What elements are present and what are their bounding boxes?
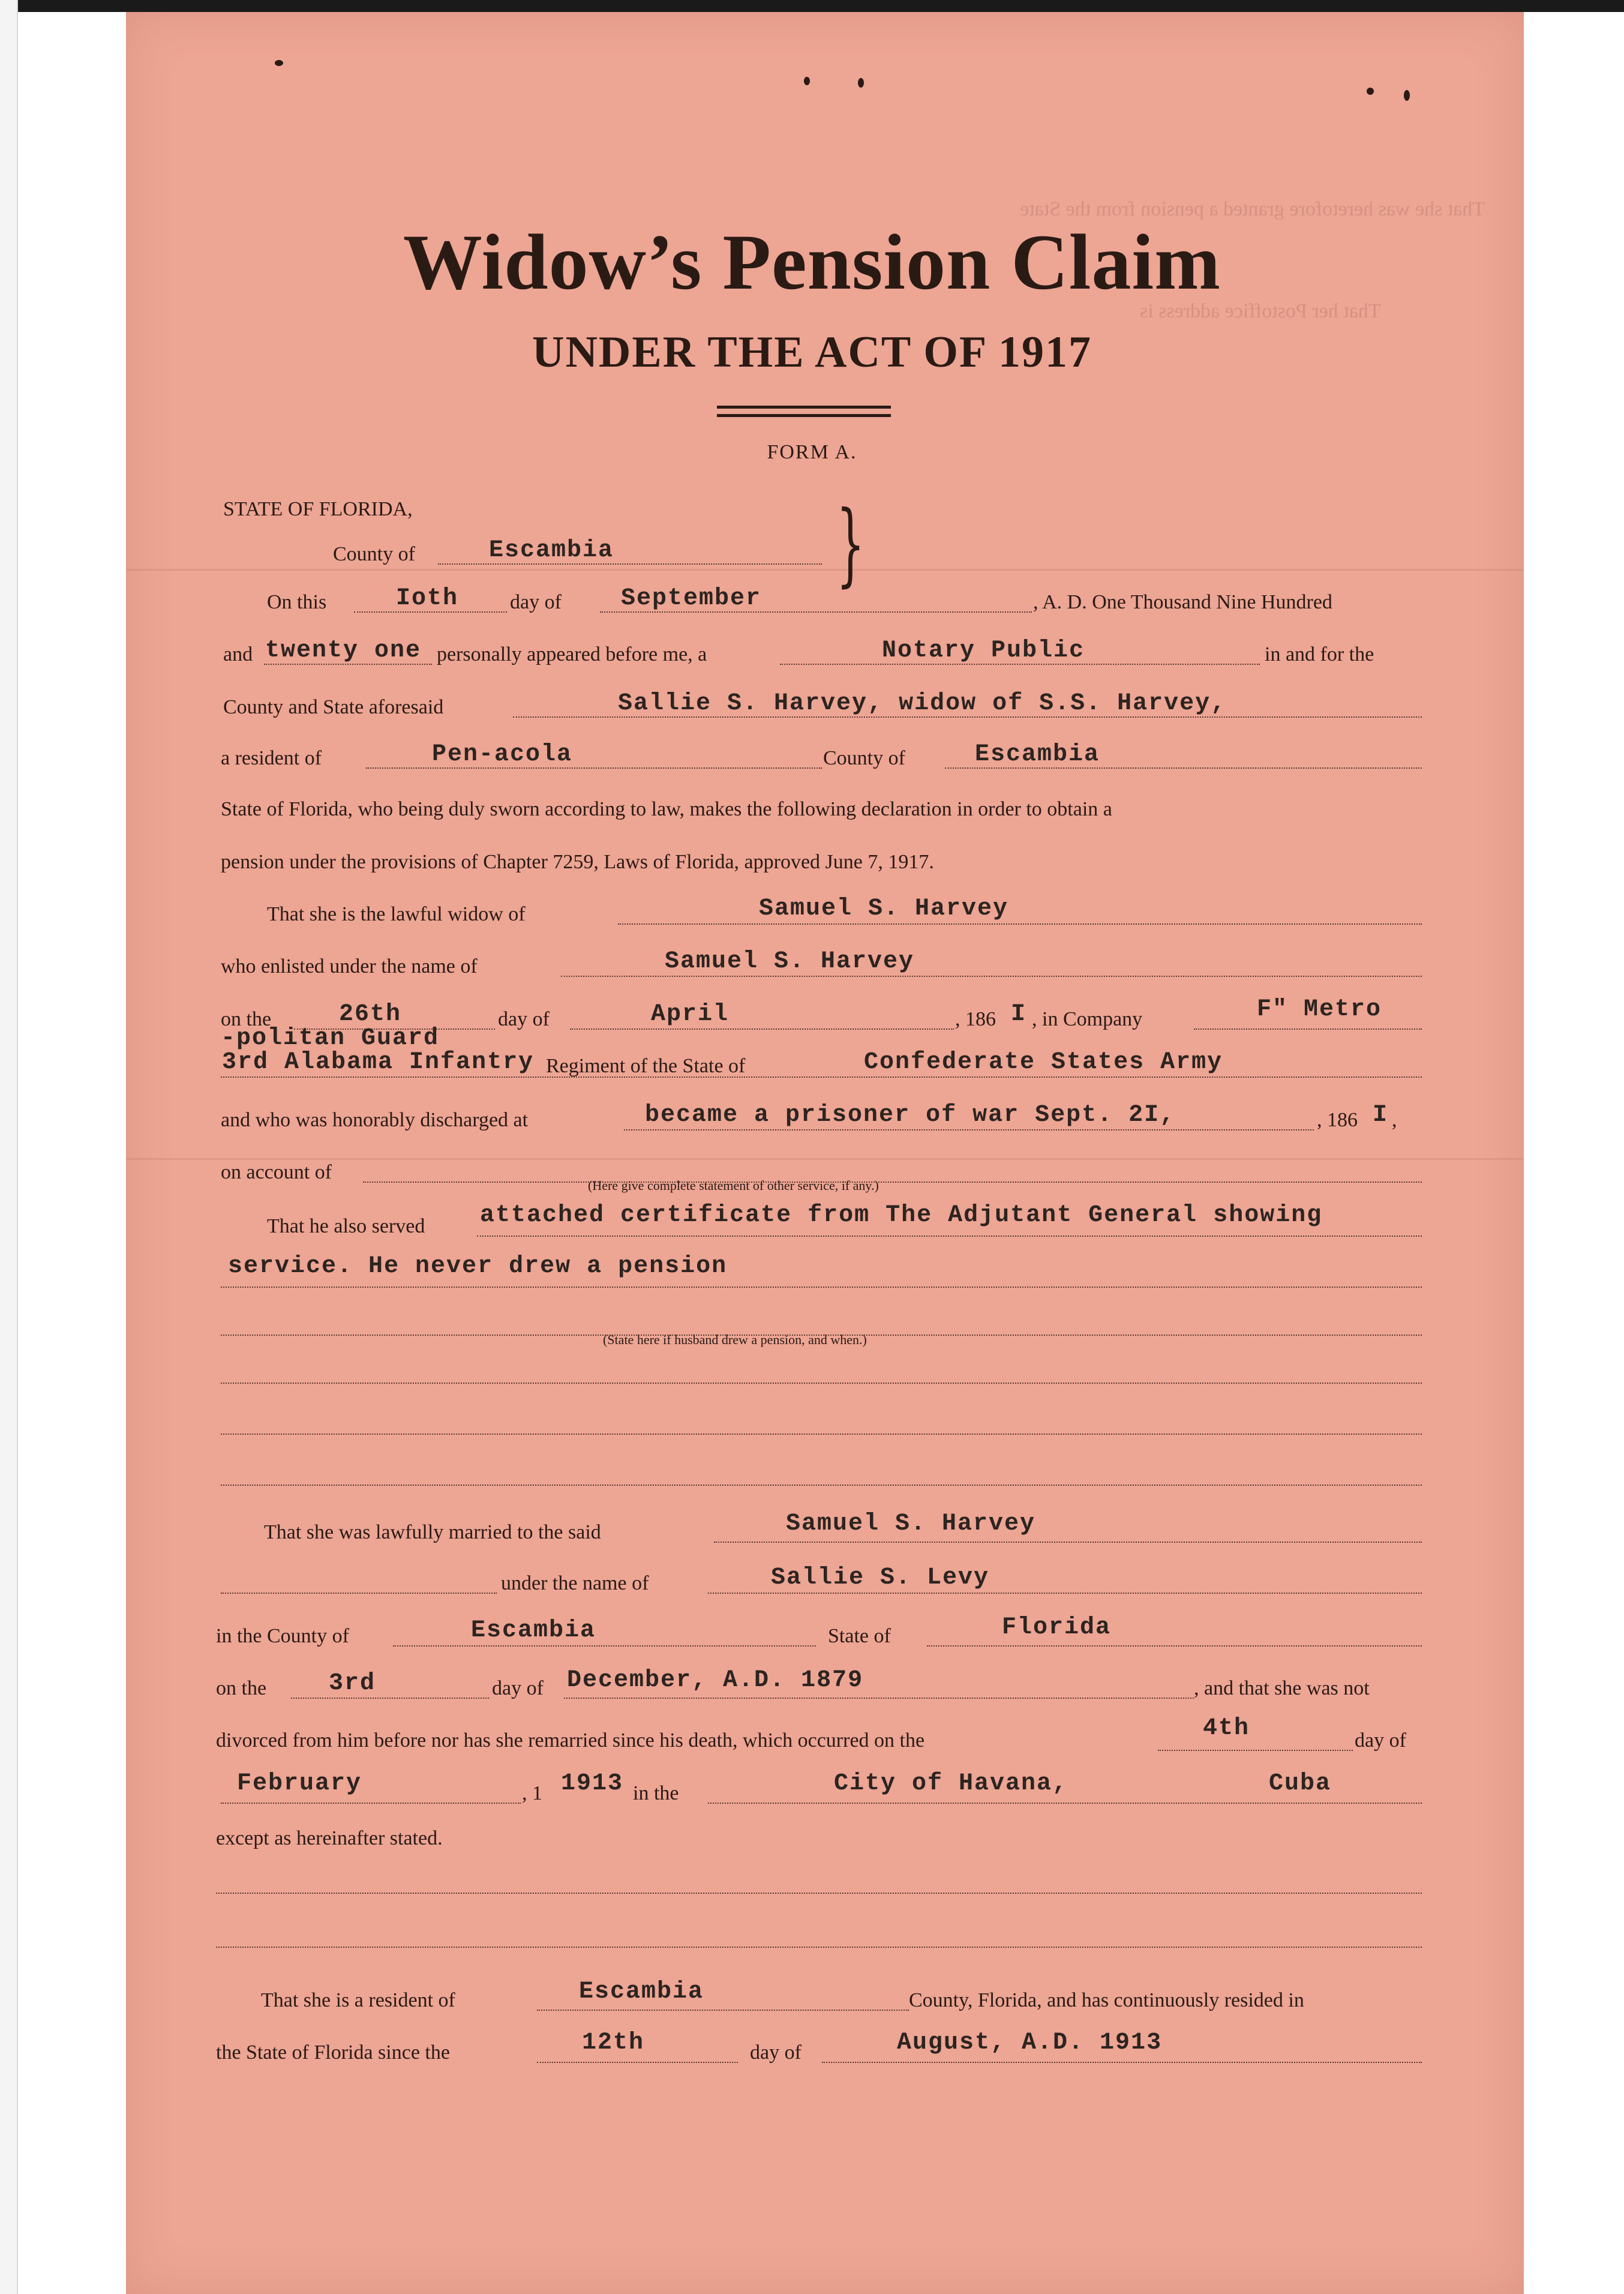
and-label: and: [223, 643, 253, 665]
served-value-2[interactable]: service. He never drew a pension: [228, 1253, 728, 1280]
claimant-value[interactable]: Sallie S. Harvey, widow of S.S. Harvey,: [618, 690, 1227, 717]
brace-symbol: }: [836, 492, 865, 596]
on-the-label: on the: [221, 1008, 272, 1030]
on-the-label: on the: [216, 1677, 267, 1699]
divorced-text: divorced from him before nor has she remarried since his death, which occurred on the: [216, 1729, 925, 1752]
scan-top-border: [0, 0, 1624, 12]
married-to-label: That she was lawfully married to the said: [264, 1521, 601, 1543]
comma-text: ,: [1392, 1109, 1397, 1131]
in-the-label: in the: [633, 1782, 679, 1804]
other-service-note: (Here give complete statement of other service, if any.): [588, 1178, 879, 1193]
marriage-state-value[interactable]: Florida: [1002, 1614, 1112, 1641]
county-label: County of: [333, 543, 415, 565]
death-place-value[interactable]: City of Havana,: [834, 1770, 1068, 1797]
death-country-value[interactable]: Cuba: [1269, 1770, 1332, 1797]
company-value-cont[interactable]: -politan Guard: [221, 1025, 440, 1052]
bleed-through-text: That she was heretofore granted a pension from the State: [1020, 198, 1485, 220]
county-value[interactable]: Escambia: [489, 537, 614, 564]
declaration-line-1: State of Florida, who being duly sworn according to law, makes the following declaration in order to obtain a: [221, 798, 1112, 820]
regiment-value[interactable]: 3rd Alabama Infantry: [222, 1049, 535, 1076]
blank-line[interactable]: [221, 1458, 1422, 1486]
enlist-month-value[interactable]: April: [651, 1001, 730, 1028]
discharge-year-prefix: , 186: [1317, 1109, 1358, 1131]
husband-value[interactable]: Samuel S. Harvey: [759, 895, 1009, 922]
under-name-label: under the name of: [501, 1572, 649, 1594]
day-of-label: day of: [498, 1008, 550, 1030]
city-value[interactable]: Pen-acola: [432, 741, 573, 768]
title-rule: [717, 414, 891, 417]
company-value[interactable]: F" Metro: [1257, 996, 1382, 1023]
account-field-line[interactable]: [363, 1155, 1422, 1183]
regiment-label: Regiment of the State of: [546, 1055, 746, 1077]
death-month-value[interactable]: February: [237, 1770, 362, 1797]
maiden-value[interactable]: Sallie S. Levy: [771, 1564, 990, 1591]
enlist-day-value[interactable]: 26th: [339, 1001, 402, 1028]
not-divorced-text: , and that she was not: [1194, 1677, 1370, 1699]
in-county-label: in the County of: [216, 1625, 349, 1647]
paper-fold-line: [126, 569, 1524, 571]
day-of-label: day of: [510, 591, 562, 613]
ink-spot: [1367, 88, 1374, 95]
officer-value[interactable]: Notary Public: [882, 637, 1085, 664]
form-label: FORM A.: [767, 441, 857, 463]
husband-field-line: [618, 897, 1422, 925]
bleed-through-text: That her Postoffice address is: [1140, 300, 1381, 322]
month-value[interactable]: September: [621, 585, 762, 612]
county-state-text: County and State aforesaid: [223, 696, 444, 718]
day-of-label: day of: [492, 1677, 544, 1699]
state-of-label: State of: [828, 1625, 891, 1647]
pension-note: (State here if husband drew a pension, and when.): [603, 1332, 867, 1347]
discharged-label: and who was honorably discharged at: [221, 1109, 529, 1131]
marriage-county-field-line: [393, 1619, 816, 1647]
ink-spot: [275, 60, 283, 66]
enlist-month-field-line: [570, 1002, 954, 1030]
day-of-label-2: day of: [1355, 1729, 1406, 1752]
ad-text: , A. D. One Thousand Nine Hundred: [1033, 591, 1332, 613]
year-prefix-text: , 186: [955, 1008, 996, 1030]
blank-prefix-line[interactable]: [221, 1566, 497, 1594]
since-date-value[interactable]: August, A.D. 1913: [897, 2029, 1163, 2056]
form-title: Widow’s Pension Claim: [403, 218, 1221, 306]
county2-value[interactable]: Escambia: [975, 741, 1100, 768]
marriage-day-field-line: [291, 1671, 489, 1699]
state-army-value[interactable]: Confederate States Army: [864, 1049, 1223, 1076]
resident-county-value[interactable]: Escambia: [579, 1978, 704, 2005]
widow-of-label: That she is the lawful widow of: [267, 903, 526, 925]
served-value-1[interactable]: attached certificate from The Adjutant General showing: [480, 1202, 1323, 1229]
declaration-line-2: pension under the provisions of Chapter 7259, Laws of Florida, approved June 7, 1917.: [221, 851, 934, 873]
blank-line[interactable]: [216, 1920, 1422, 1948]
ink-spot: [804, 77, 810, 85]
in-and-for-text: in and for the: [1265, 643, 1374, 665]
blank-line[interactable]: [221, 1356, 1422, 1384]
year-value[interactable]: twenty one: [265, 637, 422, 664]
ink-spot: [1404, 90, 1410, 101]
day-value[interactable]: Ioth: [396, 585, 459, 612]
discharge-year-value[interactable]: I: [1373, 1102, 1389, 1129]
since-label: the State of Florida since the: [216, 2041, 450, 2064]
enlisted-value[interactable]: Samuel S. Harvey: [665, 948, 915, 975]
death-year-value[interactable]: 1913: [561, 1770, 624, 1797]
form-subtitle: UNDER THE ACT OF 1917: [532, 328, 1092, 377]
on-account-label: on account of: [221, 1161, 332, 1183]
year-prefix-text: , 1: [522, 1782, 542, 1804]
blank-line[interactable]: [216, 1866, 1422, 1894]
state-label: STATE OF FLORIDA,: [223, 498, 413, 520]
marriage-state-field-line: [927, 1619, 1422, 1647]
also-served-label: That he also served: [267, 1215, 425, 1237]
except-text: except as hereinafter stated.: [216, 1827, 443, 1849]
married-value[interactable]: Samuel S. Harvey: [786, 1510, 1036, 1537]
ink-spot: [858, 78, 864, 88]
death-day-value[interactable]: 4th: [1203, 1715, 1250, 1742]
title-rule: [717, 406, 891, 409]
county-of-label: County of: [823, 747, 905, 769]
death-day-field-line: [1158, 1723, 1353, 1751]
blank-line[interactable]: [221, 1407, 1422, 1435]
enlisted-name-label: who enlisted under the name of: [221, 955, 478, 977]
enlist-year-value[interactable]: I: [1011, 1001, 1027, 1028]
resident-of-label: a resident of: [221, 747, 322, 769]
discharge-value[interactable]: became a prisoner of war Sept. 2I,: [645, 1102, 1176, 1129]
marriage-day-value[interactable]: 3rd: [329, 1670, 376, 1697]
marriage-county-value[interactable]: Escambia: [471, 1617, 596, 1644]
day-of-label: day of: [750, 2041, 802, 2064]
since-day-value[interactable]: 12th: [582, 2029, 645, 2056]
on-this-label: On this: [267, 591, 327, 613]
in-company-text: , in Company: [1032, 1008, 1143, 1030]
marriage-date-value[interactable]: December, A.D. 1879: [567, 1667, 864, 1694]
appeared-text: personally appeared before me, a: [437, 643, 707, 665]
county-florida-text: County, Florida, and has continuously resided in: [909, 1989, 1304, 2011]
resident-of-label: That she is a resident of: [261, 1989, 455, 2011]
